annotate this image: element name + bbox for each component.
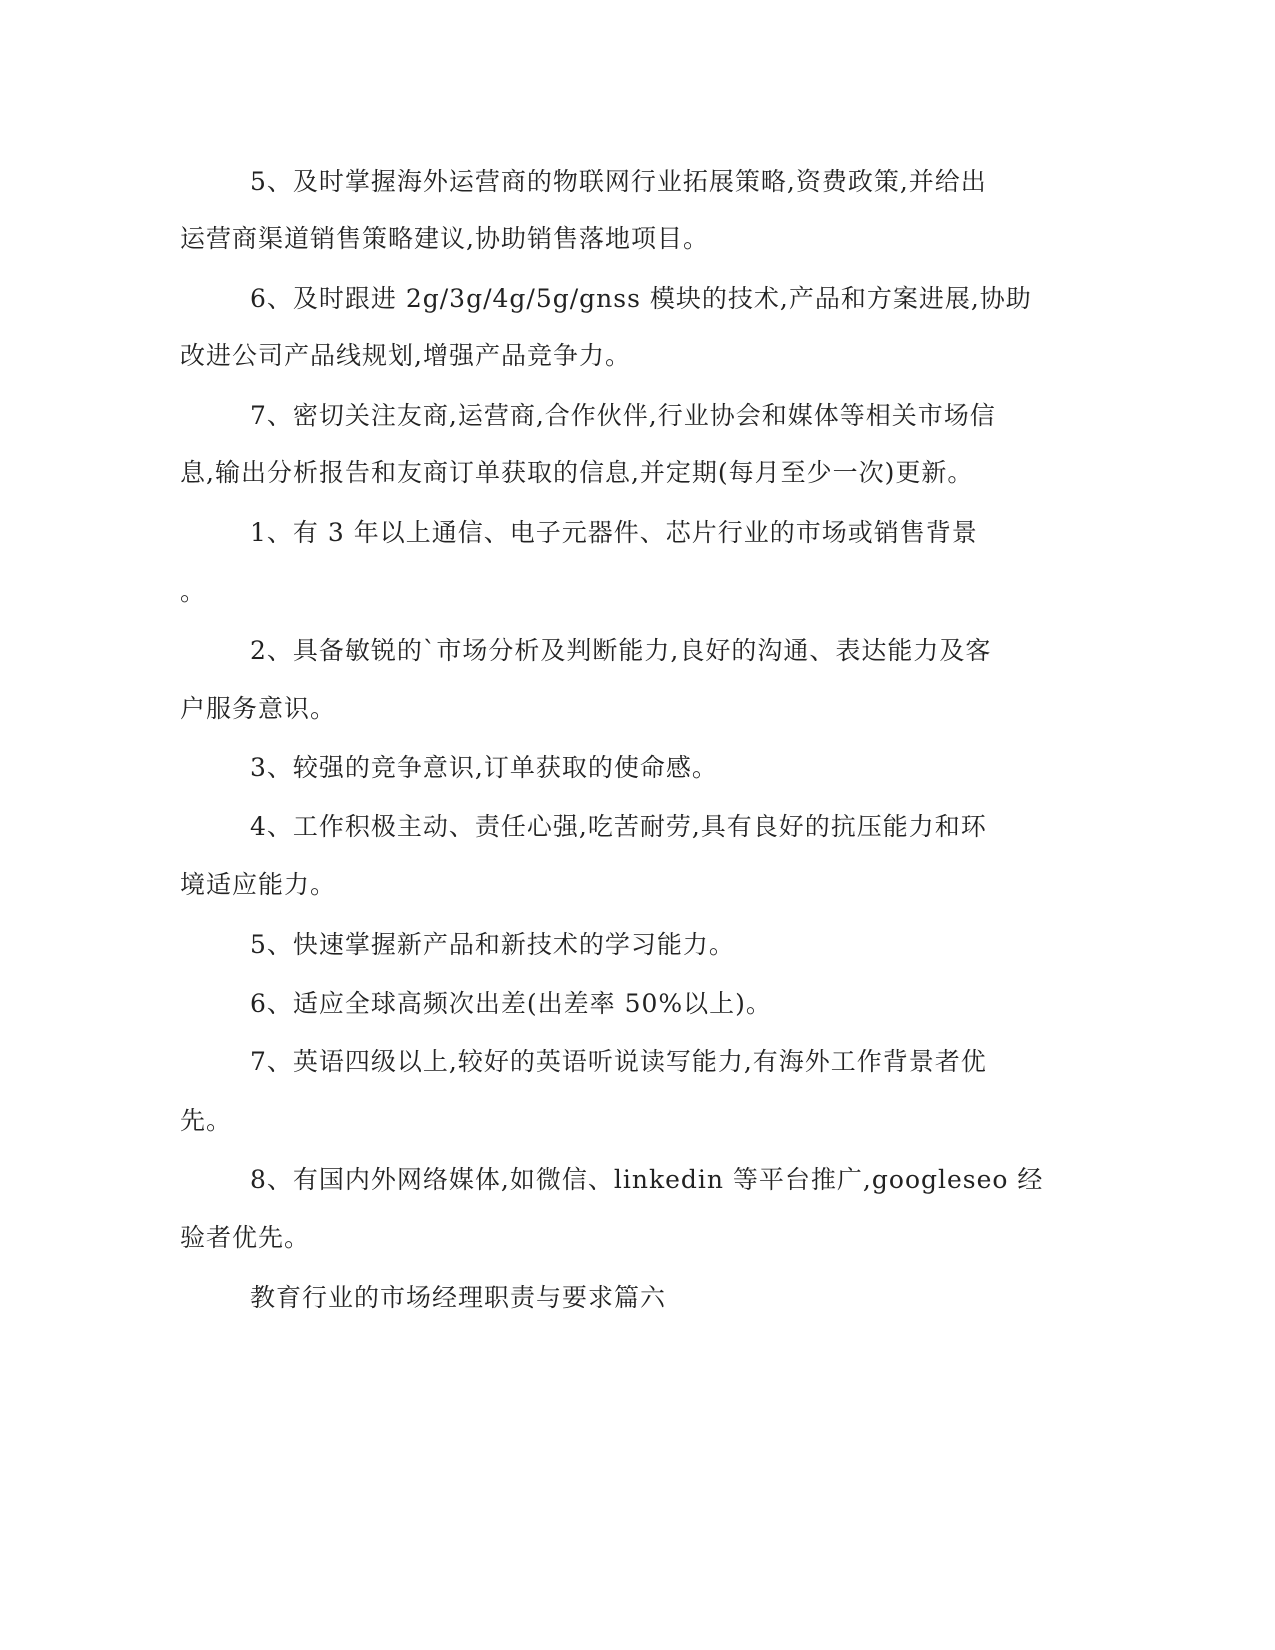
text-line: 户服务意识。 xyxy=(180,694,337,723)
text-line: 7、密切关注友商,运营商,合作伙伴,行业协会和媒体等相关市场信 xyxy=(250,401,996,430)
text-line: 8、有国内外网络媒体,如微信、linkedin 等平台推广,googleseo 经 xyxy=(250,1165,1044,1194)
text-line: 。 xyxy=(180,577,207,606)
text-line: 1、有 3 年以上通信、电子元器件、芯片行业的市场或销售背景 xyxy=(250,518,978,547)
text-line: 4、工作积极主动、责任心强,吃苦耐劳,具有良好的抗压能力和环 xyxy=(250,812,987,841)
text-line: 改进公司产品线规划,增强产品竞争力。 xyxy=(180,341,631,370)
text-line: 先。 xyxy=(180,1106,233,1135)
text-line: 7、英语四级以上,较好的英语听说读写能力,有海外工作背景者优 xyxy=(250,1047,987,1076)
text-line: 6、适应全球高频次出差(出差率 50%以上)。 xyxy=(250,989,772,1018)
text-line: 5、快速掌握新产品和新技术的学习能力。 xyxy=(250,930,735,959)
text-line: 运营商渠道销售策略建议,协助销售落地项目。 xyxy=(180,224,709,253)
text-line: 3、较强的竞争意识,订单获取的使命感。 xyxy=(250,753,718,782)
text-line: 息,输出分析报告和友商订单获取的信息,并定期(每月至少一次)更新。 xyxy=(180,458,974,487)
text-line: 6、及时跟进 2g/3g/4g/5g/gnss 模块的技术,产品和方案进展,协助 xyxy=(250,284,1032,313)
section-heading: 教育行业的市场经理职责与要求篇六 xyxy=(250,1283,667,1312)
text-line: 境适应能力。 xyxy=(180,870,337,899)
text-line: 5、及时掌握海外运营商的物联网行业拓展策略,资费政策,并给出 xyxy=(250,167,987,196)
text-line: 验者优先。 xyxy=(180,1223,311,1252)
text-line: 2、具备敏锐的`市场分析及判断能力,良好的沟通、表达能力及客 xyxy=(250,636,992,665)
